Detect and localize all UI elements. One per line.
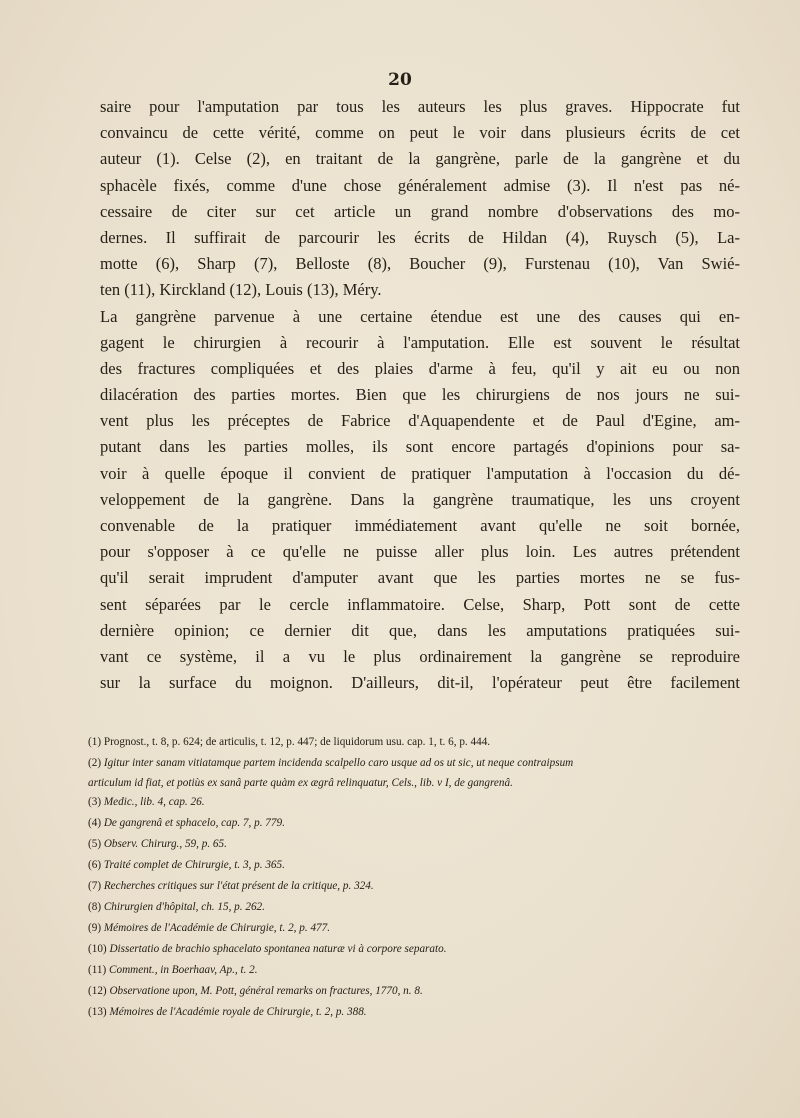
text-line: des fractures compliquées et des plaies d'arme à feu, qu'il y ait eu ou non — [100, 358, 740, 378]
text-line: vant ce système, il a vu le plus ordinairement la gangrène se reproduire — [100, 646, 740, 666]
footnote: (7) Recherches critiques sur l'état présent de la critique, p. 324. — [88, 880, 374, 892]
text-line: dilacération des parties mortes. Bien que les chirurgiens de nos jours ne sui- — [100, 385, 740, 405]
text-line: La gangrène parvenue à une certaine étendue est une des causes qui en- — [100, 306, 740, 326]
footnote: (9) Mémoires de l'Académie de Chirurgie, t. 2, p. 477. — [88, 922, 331, 934]
footnote: (8) Chirurgien d'hôpital, ch. 15, p. 262. — [88, 901, 265, 913]
text-line: vent plus les préceptes de Fabrice d'Aquapendente et de Paul d'Egine, am- — [100, 411, 740, 431]
text-line: dernière opinion; ce dernier dit que, dans les amputations pratiquées sui- — [100, 620, 740, 640]
footnote: (1) Prognost., t. 8, p. 624; de articulis, t. 12, p. 447; de liquidorum usu. cap. 1, t. 6, p. 444. — [88, 736, 491, 748]
text-line: saire pour l'amputation par tous les auteurs les plus graves. Hippocrate fut — [100, 97, 740, 116]
footnote: (4) De gangrenâ et sphacelo, cap. 7, p. 779. — [88, 817, 285, 829]
footnote: (12) Observatione upon, M. Pott, général remarks on fractures, 1770, n. 8. — [88, 985, 423, 997]
footnote: (6) Traité complet de Chirurgie, t. 3, p. 365. — [88, 859, 285, 871]
page-number: 20 — [388, 70, 412, 90]
text-line: dernes. Il suffirait de parcourir les écrits de Hildan (4), Ruysch (5), La- — [100, 227, 740, 247]
footnote: (5) Observ. Chirurg., 59, p. 65. — [88, 838, 227, 850]
text-line: veloppement de la gangrène. Dans la gangrène traumatique, les uns croyent — [100, 489, 740, 509]
text-line: sent séparées par le cercle inflammatoire. Celse, Sharp, Pott sont de cette — [100, 594, 740, 614]
footnote-continuation: articulum id fiat, et potiùs ex sanâ parte quàm ex ægrâ relinquatur, Cels., lib. v I, de gangrenâ. — [88, 777, 513, 789]
text-line: gagent le chirurgien à recourir à l'amputation. Elle est souvent le résultat — [100, 332, 740, 352]
text-line: auteur (1). Celse (2), en traitant de la gangrène, parle de la gangrène et du — [100, 149, 740, 169]
footnote: (2) Igitur inter sanam vitiatamque partem incidenda scalpello caro usque ad os ut sic, ut neque contraipsum — [88, 757, 574, 769]
footnote: (3) Medic., lib. 4, cap. 26. — [88, 796, 205, 808]
body-text — [100, 94, 740, 696]
text-line: qu'il serait imprudent d'amputer avant que les parties mortes ne se fus- — [100, 568, 740, 588]
text-line: ten (11), Kirckland (12), Louis (13), Méry. — [100, 280, 382, 300]
footnote: (11) Comment., in Boerhaav, Ap., t. 2. — [88, 964, 258, 976]
text-line: motte (6), Sharp (7), Belloste (8), Boucher (9), Furstenau (10), Van Swié- — [100, 254, 740, 274]
paragraph-2 — [100, 304, 740, 697]
text-line: convenable de la pratiquer immédiatement avant qu'elle ne soit bornée, — [100, 516, 740, 535]
text-line: cessaire de citer sur cet article un grand nombre d'observations des mo- — [100, 201, 740, 221]
text-line: sphacèle fixés, comme d'une chose généralement admise (3). Il n'est pas né- — [100, 175, 740, 195]
paragraph-1 — [100, 94, 740, 304]
text-line: convaincu de cette vérité, comme on peut le voir dans plusieurs écrits de cet — [100, 123, 740, 143]
footnote: (10) Dissertatio de brachio sphacelato spontanea naturæ vi à corpore separato. — [88, 943, 447, 955]
text-line: sur la surface du moignon. D'ailleurs, dit-il, l'opérateur peut être facilement — [100, 673, 740, 693]
text-line: voir à quelle époque il convient de pratiquer l'amputation à l'occasion du dé- — [100, 463, 740, 483]
footnotes — [88, 732, 748, 1023]
text-line: pour s'opposer à ce qu'elle ne puisse aller plus loin. Les autres prétendent — [100, 542, 740, 562]
text-line: putant dans les parties molles, ils sont encore partagés d'opinions pour sa- — [100, 437, 740, 457]
footnote: (13) Mémoires de l'Académie royale de Chirurgie, t. 2, p. 388. — [88, 1006, 367, 1018]
